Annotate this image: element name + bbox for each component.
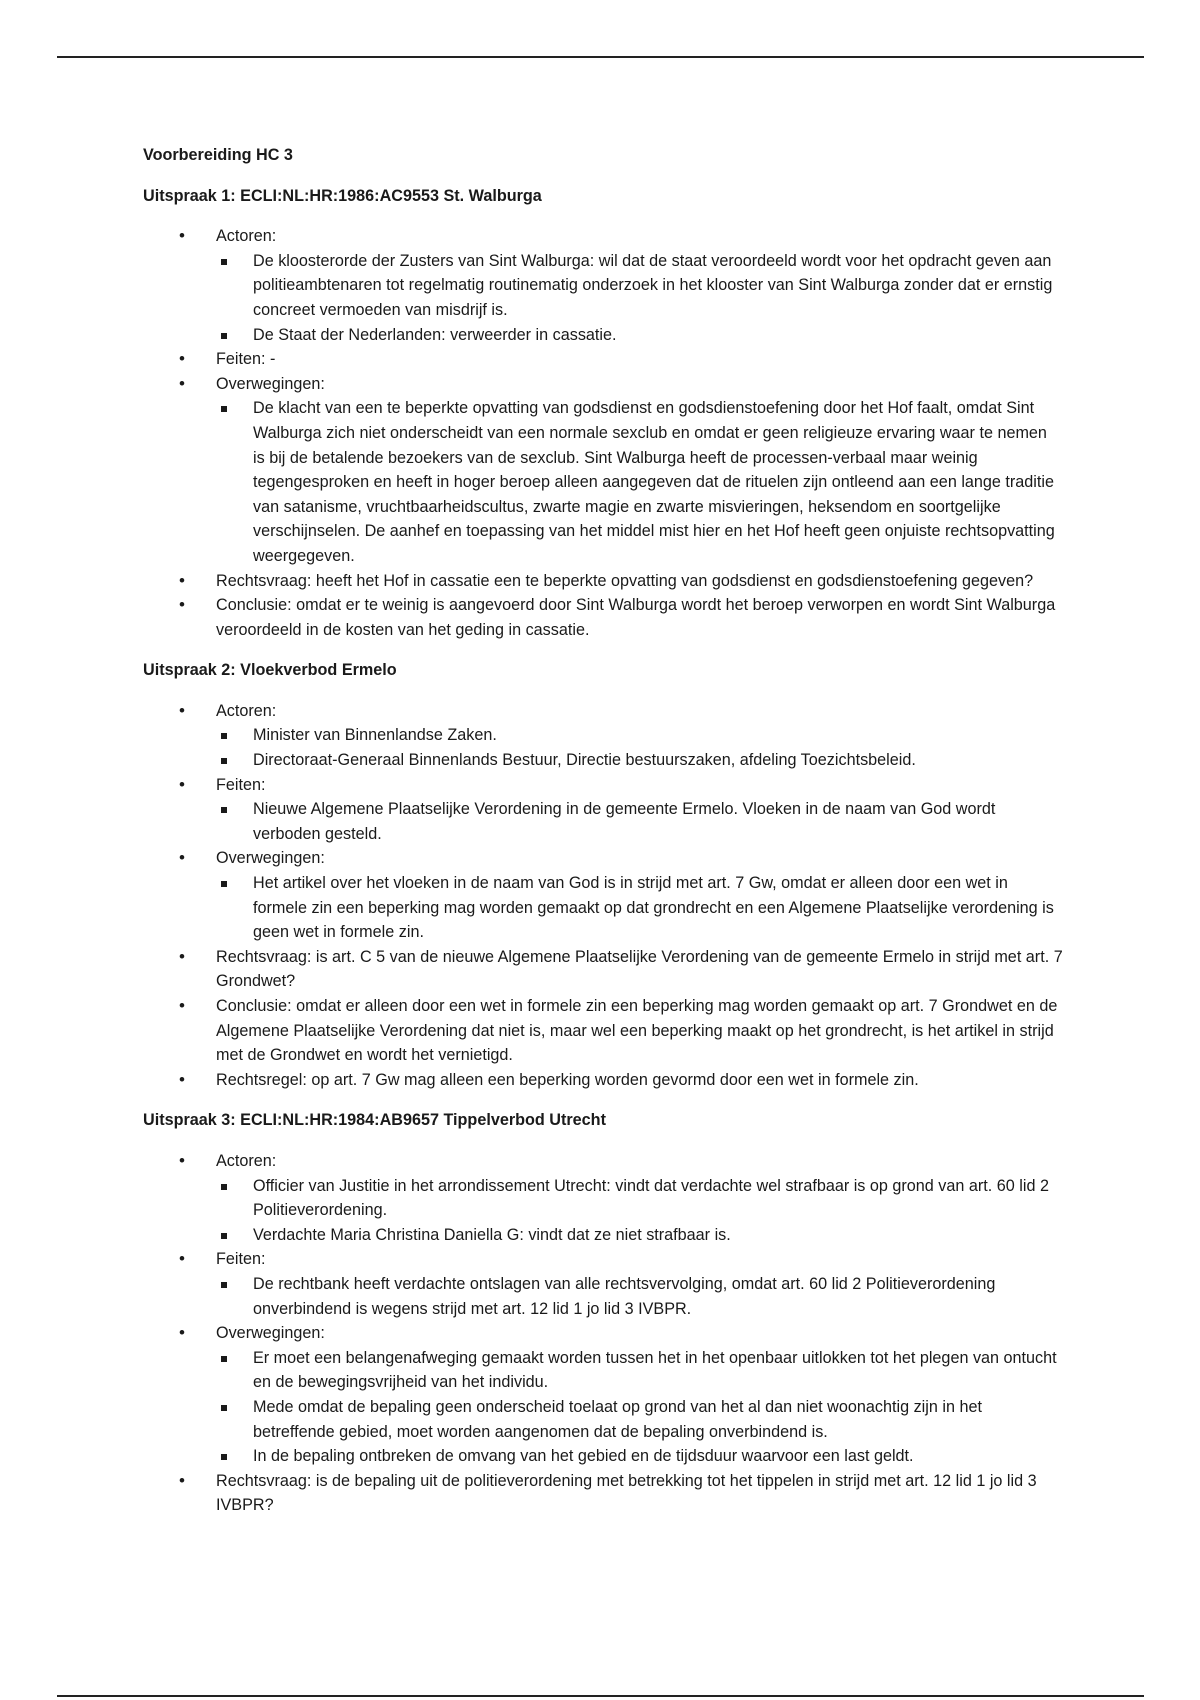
section-heading: Uitspraak 3: ECLI:NL:HR:1984:AB9657 Tippelverbod Utrecht: [143, 1111, 606, 1130]
bullet-text: Conclusie: omdat er te weinig is aangevoerd door Sint Walburga wordt het beroep verworpen en wordt Sint Walburga veroordeeld in de kosten van het geding in cassatie.: [216, 596, 1056, 639]
section-3: [143, 1108, 1063, 1518]
section-2: [143, 658, 1063, 1092]
section-heading: Uitspraak 1: ECLI:NL:HR:1986:AC9553 St. Walburga: [143, 186, 542, 205]
bullet-item: [143, 372, 1063, 569]
sections-container: [143, 184, 1063, 1518]
bullet-text: Actoren:: [216, 701, 277, 720]
bullet-item: [143, 1068, 1063, 1093]
bullet-list: [143, 699, 1063, 1093]
sub-bullet-item: Er moet een belangenafweging gemaakt worden tussen het in het openbaar uitlokken tot het plegen van ontucht en de bewegingsvrijheid van het individu.: [216, 1346, 1063, 1395]
bullet-item: [143, 1247, 1063, 1321]
bullet-item: [143, 347, 1063, 372]
sub-bullet-item: De Staat der Nederlanden: verweerder in cassatie.: [216, 323, 1063, 348]
sub-bullet-item: De klacht van een te beperkte opvatting van godsdienst en godsdienstoefening door het Hof faalt, omdat Sint Walburga zich niet onderscheidt van een normale sexclub en omdat er geen religieuze ervaring waar te nemen is bij de betalende bezoekers van de sexclub. Sint Walburga heeft de processen-verbaal maar weinig tegengesproken en heeft in hoger beroep alleen aangegeven dat de rituelen zijn ontleend aan een lange traditie van satanisme, vruchtbaarheidscultus, zwarte magie en zwarte misvieringen, heksendom en soortgelijke verschijnselen. De aanhef en toepassing van het middel mist hier en het Hof heeft geen onjuiste rechtsopvatting weergegeven.: [216, 396, 1063, 568]
sub-bullet-item: Minister van Binnenlandse Zaken.: [216, 723, 1063, 748]
bullet-item: [143, 699, 1063, 773]
sub-bullet-list: [216, 1346, 1063, 1469]
sub-bullet-item: Mede omdat de bepaling geen onderscheid toelaat op grond van het al dan niet woonachtig zijn in het betreffende gebied, moet worden aangenomen dat de bepaling onverbindend is.: [216, 1395, 1063, 1444]
bullet-list: [143, 224, 1063, 642]
bullet-item: [143, 994, 1063, 1068]
bullet-item: [143, 1321, 1063, 1469]
bullet-text: Rechtsregel: op art. 7 Gw mag alleen een beperking worden gevormd door een wet in formele zin.: [216, 1070, 919, 1089]
sub-bullet-list: [216, 249, 1063, 347]
header-rule: [57, 56, 1144, 58]
sub-bullet-list: [216, 1174, 1063, 1248]
bullet-list: [143, 1149, 1063, 1518]
bullet-text: Rechtsvraag: is art. C 5 van de nieuwe Algemene Plaatselijke Verordening van de gemeente Ermelo in strijd met art. 7 Grondwet?: [216, 947, 1063, 991]
bullet-item: [143, 593, 1063, 642]
sub-bullet-item: Directoraat-Generaal Binnenlands Bestuur, Directie bestuurszaken, afdeling Toezichtsbeleid.: [216, 748, 1063, 773]
bullet-item: [143, 773, 1063, 847]
section-1: [143, 184, 1063, 643]
document-body: [143, 143, 1063, 1534]
sub-bullet-list: [216, 723, 1063, 772]
bullet-text: Feiten: -: [216, 350, 276, 369]
bullet-text: Rechtsvraag: is de bepaling uit de politieverordening met betrekking tot het tippelen in strijd met art. 12 lid 1 jo lid 3 IVBPR?: [216, 1471, 1037, 1515]
bullet-item: [143, 224, 1063, 347]
sub-bullet-list: [216, 1272, 1063, 1321]
sub-bullet-item: Verdachte Maria Christina Daniella G: vindt dat ze niet strafbaar is.: [216, 1223, 1063, 1248]
bullet-text: Overwegingen:: [216, 374, 325, 393]
bullet-text: Actoren:: [216, 1151, 277, 1170]
sub-bullet-list: [216, 396, 1063, 568]
bullet-text: Overwegingen:: [216, 1324, 325, 1343]
footer-rule: [57, 1695, 1144, 1697]
section-heading: Uitspraak 2: Vloekverbod Ermelo: [143, 661, 397, 680]
sub-bullet-item: De rechtbank heeft verdachte ontslagen van alle rechtsvervolging, omdat art. 60 lid 2 Politieverordening onverbindend is wegens strijd met art. 12 lid 1 jo lid 3 IVBPR.: [216, 1272, 1063, 1321]
bullet-text: Rechtsvraag: heeft het Hof in cassatie een te beperkte opvatting van godsdienst en godsdienstoefening gegeven?: [216, 571, 1034, 590]
bullet-item: [143, 1149, 1063, 1247]
bullet-text: Feiten:: [216, 775, 266, 794]
sub-bullet-list: [216, 797, 1063, 846]
bullet-item: [143, 846, 1063, 944]
sub-bullet-item: De kloosterorde der Zusters van Sint Walburga: wil dat de staat veroordeeld wordt voor het opdracht geven aan politieambtenaren tot regelmatig routinematig onderzoek in het klooster van Sint Walburga zonder dat er ernstig concreet vermoeden van misdrijf is.: [216, 249, 1063, 323]
sub-bullet-item: Officier van Justitie in het arrondissement Utrecht: vindt dat verdachte wel strafbaar is op grond van art. 60 lid 2 Politieverordening.: [216, 1174, 1063, 1223]
document-title: Voorbereiding HC 3: [143, 146, 293, 164]
bullet-text: Feiten:: [216, 1250, 266, 1269]
bullet-item: [143, 1469, 1063, 1518]
bullet-text: Actoren:: [216, 227, 277, 246]
sub-bullet-list: [216, 871, 1063, 945]
bullet-item: [143, 945, 1063, 994]
sub-bullet-item: Het artikel over het vloeken in de naam van God is in strijd met art. 7 Gw, omdat er alleen door een wet in formele zin een beperking mag worden gemaakt op dat grondrecht en een Algemene Plaatselijke verordening is geen wet in formele zin.: [216, 871, 1063, 945]
bullet-text: Overwegingen:: [216, 849, 325, 868]
bullet-text: Conclusie: omdat er alleen door een wet in formele zin een beperking mag worden gemaakt op art. 7 Grondwet en de Algemene Plaatselijke Verordening dat niet is, maar wel een beperking maakt op het grondrecht, is het artikel in strijd met de Grondwet en wordt het vernietigd.: [216, 997, 1058, 1065]
sub-bullet-item: Nieuwe Algemene Plaatselijke Verordening in de gemeente Ermelo. Vloeken in de naam van God wordt verboden gesteld.: [216, 797, 1063, 846]
sub-bullet-item: In de bepaling ontbreken de omvang van het gebied en de tijdsduur waarvoor een last geldt.: [216, 1444, 1063, 1469]
bullet-item: [143, 569, 1063, 594]
